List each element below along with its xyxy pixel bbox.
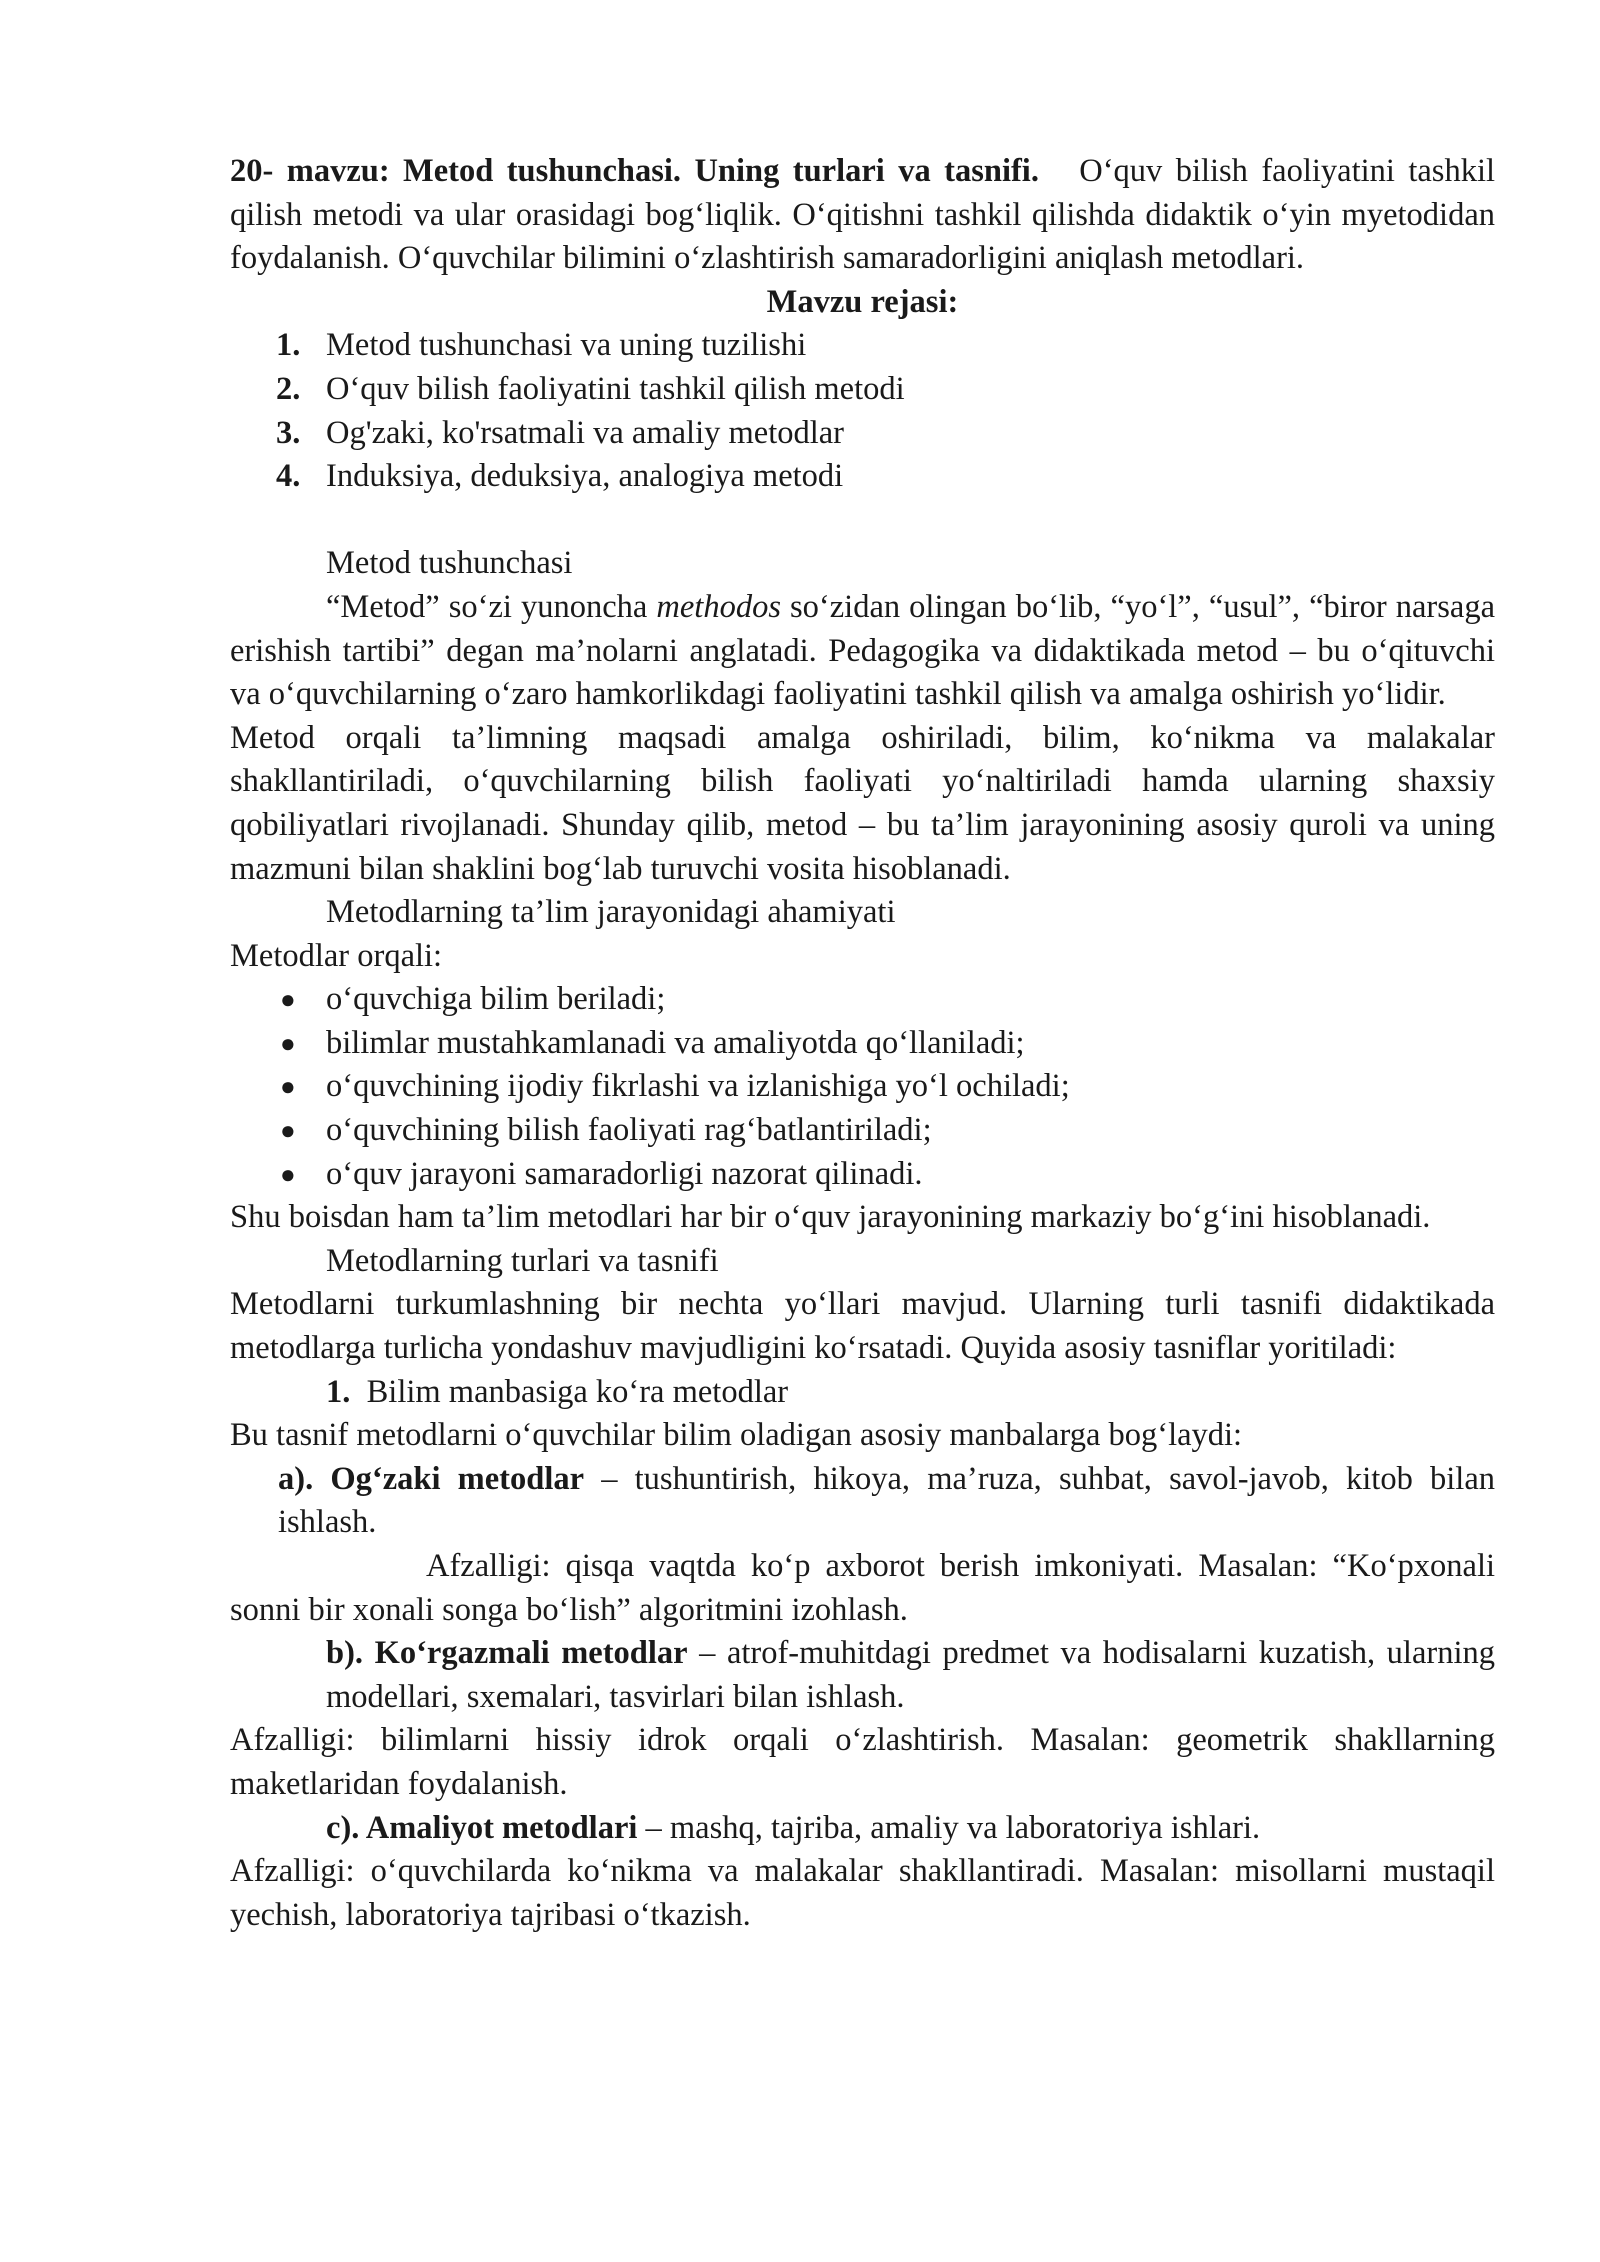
method-b: b). Ko‘rgazmali metodlar – atrof-muhitdagi predmet va hodisalarni kuzatish, ularning modellari, sxemalari, tasvirlari bilan ishlash.	[326, 1635, 1495, 1715]
plan-item-text: O‘quv bilish faoliyatini tashkil qilish metodi	[326, 370, 905, 407]
plan-item-number: 4.	[276, 458, 301, 495]
subsection-number: 1.	[326, 1373, 351, 1410]
paragraph: Metod orqali ta’limning maqsadi amalga oshiriladi, bilim, ko‘nikma va malakalar shakllantiriladi, o‘quvchilarning bilish faoliyati yo‘naltiriladi hamda ularning shaxsiy qobiliyatlari rivojlanadi. Shunday qilib, metod – bu ta’lim jarayonining asosiy quroli va uning mazmuni bilan shaklini bog‘lab turuvchi vosita hisoblanadi.	[230, 719, 1495, 887]
section-heading: Metodlarning ta’lim jarayonidagi ahamiyati	[326, 894, 896, 931]
method-b-advantage: Afzalligi: bilimlarni hissiy idrok orqali o‘zlashtirish. Masalan: geometrik shakllarning maketlaridan foydalanish.	[230, 1722, 1495, 1802]
section-heading: Metod tushunchasi	[326, 545, 573, 582]
subsection-heading: 1. Bilim manbasiga ko‘ra metodlar	[326, 1373, 789, 1410]
plan-item	[230, 368, 1495, 412]
bullet-item: ● o‘quvchining bilish faoliyati rag‘batlantiriladi;	[230, 1109, 1495, 1153]
method-a-label: a). Og‘zaki metodlar	[278, 1460, 585, 1497]
topic-description: O‘quv bilish faoliyatini tashkil qilish metodi va ular orasidagi bog‘liqlik. O‘qitishni tashkil qilishda didaktik o‘yin myetodidan foydalanish. O‘quvchilar bilimini o‘zlashtirish samaradorligini aniqlash metodlari.	[230, 153, 1495, 277]
bullet-icon: ●	[280, 1072, 296, 1102]
method-a: a). Og‘zaki metodlar – tushuntirish, hikoya, ma’ruza, suhbat, savol-javob, kitob bilan ishlash.	[278, 1460, 1496, 1541]
plan-list	[230, 324, 1495, 498]
bullet-icon: ●	[280, 1028, 296, 1058]
method-c-label-letter: c	[326, 1809, 341, 1846]
plan-item-number: 1.	[276, 327, 301, 364]
plan-item-number: 2.	[276, 370, 301, 407]
plan-item-text: Og'zaki, ko'rsatmali va amaliy metodlar	[326, 414, 845, 451]
bullet-item: ● o‘quv jarayoni samaradorligi nazorat qilinadi.	[230, 1153, 1495, 1197]
paragraph: Shu boisdan ham ta’lim metodlari har bir o‘quv jarayonining markaziy bo‘g‘ini hisoblanadi.	[230, 1199, 1431, 1236]
paragraph: Metodlar orqali:	[230, 937, 443, 974]
section-heading: Metodlarning turlari va tasnifi	[326, 1242, 719, 1279]
method-a-advantage: Afzalligi: qisqa vaqtda ko‘p axborot berish imkoniyati. Masalan: “Ko‘pxonali sonni bir xonali songa bo‘lish” algoritmini izohlash.	[230, 1548, 1495, 1628]
method-b-label: b). Ko‘rgazmali metodlar	[326, 1635, 688, 1672]
topic-heading	[230, 150, 1495, 281]
bullet-item: ● o‘quvchining ijodiy fikrlashi va izlanishiga yo‘l ochiladi;	[230, 1065, 1495, 1109]
paragraph: Metodlarni turkumlashning bir nechta yo‘llari mavjud. Ularning turli tasnifi didaktikada metodlarga turlicha yondashuv mavjudligini ko‘rsatadi. Quyida asosiy tasniflar yoritiladi:	[230, 1286, 1495, 1367]
bullet-item: ● bilimlar mustahkamlanadi va amaliyotda qo‘llaniladi;	[230, 1022, 1495, 1066]
bullet-list	[230, 978, 1495, 1196]
topic-title: 20- mavzu: Metod tushunchasi. Uning turlari va tasnifi.	[230, 153, 1039, 189]
plan-item	[230, 412, 1495, 456]
bullet-icon: ●	[280, 985, 296, 1015]
method-c-advantage: Afzalligi: o‘quvchilarda ko‘nikma va malakalar shakllantiradi. Masalan: misollarni mustaqil yechish, laboratoriya tajribasi o‘tkazish.	[230, 1853, 1495, 1933]
blank-line	[230, 499, 1495, 543]
plan-item-text: Induksiya, deduksiya, analogiya metodi	[326, 458, 844, 495]
plan-item	[230, 455, 1495, 499]
paragraph: Bu tasnif metodlarni o‘quvchilar bilim oladigan asosiy manbalarga bog‘laydi:	[230, 1417, 1243, 1454]
italic-term: methodos	[656, 588, 781, 625]
plan-item-text: Metod tushunchasi va uning tuzilishi	[326, 327, 807, 364]
paragraph: “Metod” so‘zi yunoncha methodos so‘zidan olingan bo‘lib, “yo‘l”, “usul”, “biror narsaga erishish tartibi” degan ma’nolarni anglatadi. Pedagogika va didaktikada metod – bu o‘qituvchi va o‘quvchilarning o‘zaro hamkorlikdagi faoliyatini tashkil qilish va amalga oshirish yo‘lidir.	[230, 588, 1495, 713]
plan-item	[230, 324, 1495, 368]
method-c-label: ). Amaliyot metodlari	[340, 1809, 638, 1846]
plan-item-number: 3.	[276, 414, 301, 451]
bullet-icon: ●	[280, 1159, 296, 1189]
document-page	[230, 150, 1495, 1937]
method-c: c). Amaliyot metodlari – mashq, tajriba, amaliy va laboratoriya ishlari.	[326, 1809, 1261, 1846]
bullet-icon: ●	[280, 1116, 296, 1146]
bullet-item: ● o‘quvchiga bilim beriladi;	[230, 978, 1495, 1022]
plan-title: Mavzu rejasi:	[766, 283, 959, 320]
